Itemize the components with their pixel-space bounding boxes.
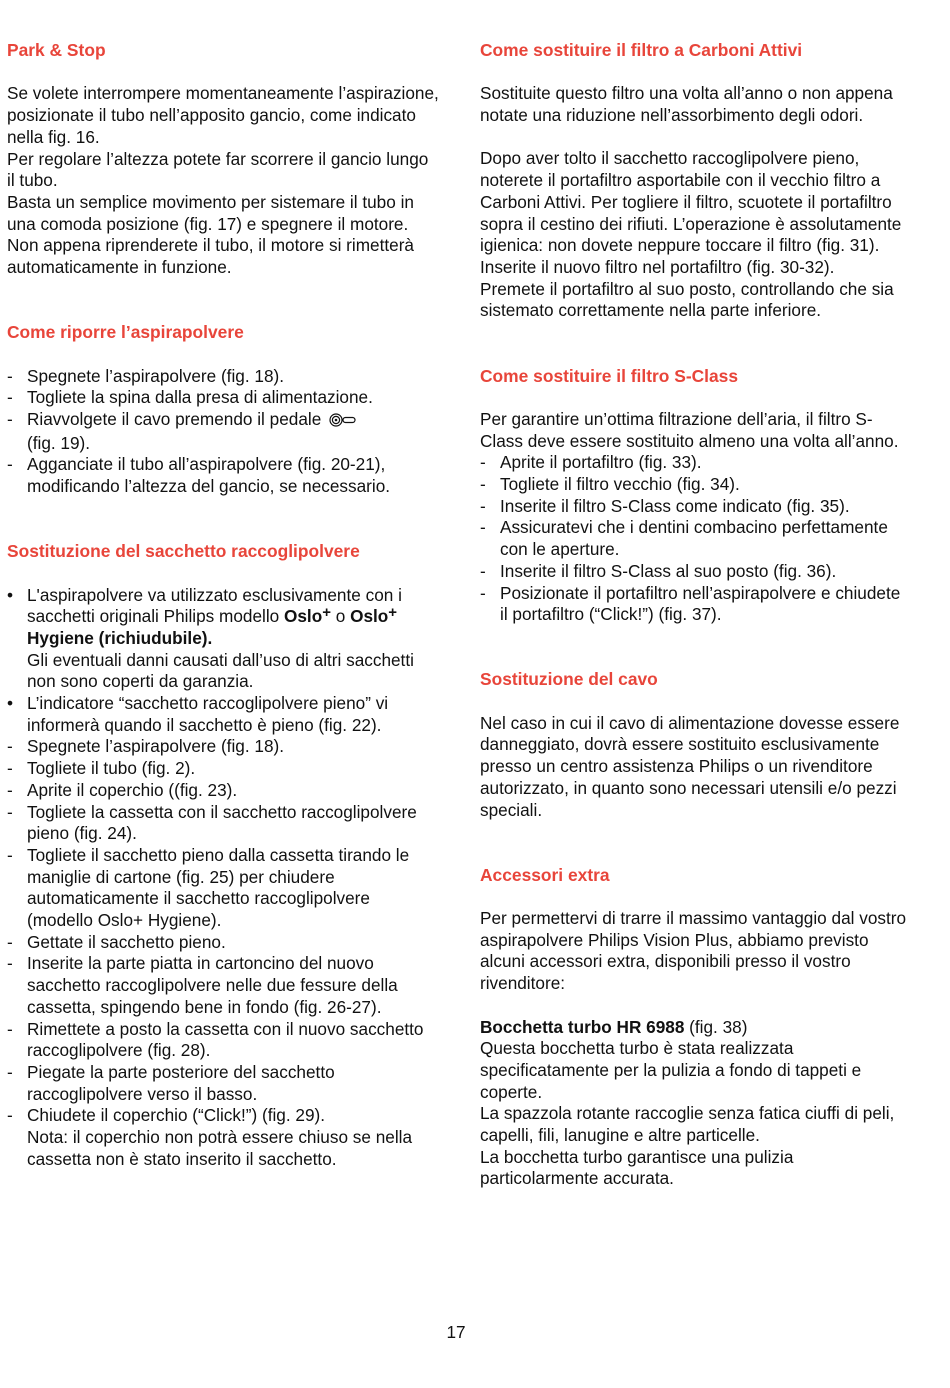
list-item: - Inserite il filtro S-Class come indicato (fig. 35). (480, 495, 850, 516)
heading-accessori: Accessori extra (480, 864, 610, 885)
carboni-paragraph-2: Dopo aver tolto il sacchetto raccoglipolvere pieno, noterete il portafiltro asportabile con il vecchio filtro a Carboni Attivi. Per togliere il filtro, scuotete il portafiltro sopra il cestino dei rifiuti. L’operazione è assolutamente igienica: non dovete neppure toccare il filtro (fig. 31). (480, 148, 902, 256)
sclass-intro: Per garantire un’ottima filtrazione dell’aria, il filtro S-Class deve essere sostituito almeno una volta all’anno. (480, 408, 899, 451)
list-item: - Inserite il filtro S-Class al suo posto (fig. 36). (480, 560, 837, 581)
heading-sacchetto: Sostituzione del sacchetto raccoglipolvere (7, 541, 360, 562)
turbo-heading (480, 1017, 910, 1039)
heading-riporre: Come riporre l’aspirapolvere (7, 322, 244, 343)
model-oslo-hygiene: Oslo+ Hygiene (richiudubile). (27, 604, 398, 648)
turbo-line-2: La spazzola rotante raccoglie senza fatica ciuffi di peli, capelli, fili, lanugine e altre particelle. (480, 1103, 895, 1146)
heading-sclass: Come sostituire il filtro S-Class (480, 365, 739, 386)
list-item: - Chiudete il coperchio (“Click!”) (fig. 29). Nota: il coperchio non potrà essere chiuso se nella cassetta non è stato inserito il sacchetto. (7, 1105, 413, 1169)
list-item: - Spegnete l’aspirapolvere (fig. 18). (7, 736, 285, 757)
park-stop-paragraph-3: Basta un semplice movimento per sistemare il tubo in una comoda posizione (fig. 17) e spegnere il motore. (7, 191, 414, 234)
turbo-line-3: La bocchetta turbo garantisce una pulizia particolarmente accurata. (480, 1146, 794, 1189)
heading-cavo: Sostituzione del cavo (480, 669, 658, 690)
cord-rewind-pedal-icon (329, 411, 357, 433)
turbo-fig: (fig. 38) (689, 1016, 748, 1037)
bullet-note: Gli eventuali danni causati dall’uso di altri sacchetti non sono coperti da garanzia. (27, 649, 414, 692)
accessori-intro: Per permettervi di trarre il massimo vantaggio dal vostro aspirapolvere Philips Vision Plus, abbiamo previsto alcuni accessori extra, disponibili presso il vostro rivenditore: (480, 908, 907, 994)
list-item: - Riavvolgete il cavo premendo il pedale (fig. 19). (7, 409, 439, 454)
turbo-name: Bocchetta turbo HR 6988 (480, 1016, 685, 1037)
right-column (480, 40, 910, 1190)
list-item: - Inserite la parte piatta in cartoncino del nuovo sacchetto raccoglipolvere nelle due fessure della cassetta, spingendo bene in fondo (fig. 26-27). (7, 953, 398, 1017)
carboni-paragraph-3: Inserite il nuovo filtro nel portafiltro (fig. 30-32). (480, 257, 835, 277)
carboni-paragraph-4: Premete il portafiltro al suo posto, controllando che sia sistemato correttamente nella parte inferiore. (480, 278, 894, 321)
list-item: - Togliete la cassetta con il sacchetto raccoglipolvere pieno (fig. 24). (7, 801, 417, 844)
list-item: - Piegate la parte posteriore del sacchetto raccoglipolvere verso il basso. (7, 1061, 335, 1104)
list-item: - Gettate il sacchetto pieno. (7, 931, 226, 952)
model-oslo: Oslo+ (284, 604, 331, 627)
list-item: - Rimettete a posto la cassetta con il nuovo sacchetto raccoglipolvere (fig. 28). (7, 1018, 424, 1061)
cavo-paragraph: Nel caso in cui il cavo di alimentazione dovesse essere danneggiato, dovrà essere sostituito esclusivamente presso un centro assistenza Philips o un rivenditore autorizzato, in quanto sono necessari utensili e/o pezzi speciali. (480, 712, 900, 820)
list-item: • L'aspirapolvere va utilizzato esclusivamente con i sacchetti originali Philips modello Oslo+ o Oslo+ Hygiene (richiudubile). Gli eventuali danni causati dall’uso di altri sacchetti non sono coperti da garanzia. (7, 584, 414, 692)
list-item: - Togliete il sacchetto pieno dalla cassetta tirando le maniglie di cartone (fig. 25) per chiudere automaticamente il sacchetto raccoglipolvere (modello Oslo+ Hygiene). (7, 844, 410, 931)
park-stop-paragraph-2: Per regolare l’altezza potete far scorrere il gancio lungo il tubo. (7, 148, 429, 191)
page-number: 17 (446, 1322, 466, 1342)
turbo-line-1: Questa bocchetta turbo è stata realizzata specificatamente per la pulizia a fondo di tappeti e coperte. (480, 1038, 862, 1102)
list-item: - Togliete il tubo (fig. 2). (7, 758, 196, 779)
sacchetto-list (7, 585, 439, 1171)
list-item: - Togliete il filtro vecchio (fig. 34). (480, 474, 740, 494)
heading-carboni: Come sostituire il filtro a Carboni Attivi (480, 40, 803, 60)
list-item: - Assicuratevi che i dentini combacino perfettamente con le aperture. (480, 517, 888, 560)
riporre-list (7, 366, 439, 498)
sclass-list (480, 452, 910, 626)
list-item: • L’indicatore “sacchetto raccoglipolvere pieno” vi informerà quando il sacchetto è pieno (fig. 22). (7, 693, 389, 735)
list-item: - Aprite il portafiltro (fig. 33). (480, 452, 702, 473)
list-item: - Aprite il coperchio ((fig. 23). (7, 779, 238, 800)
heading-park-stop: Park & Stop (7, 40, 106, 60)
park-stop-paragraph-1: Se volete interrompere momentaneamente l’aspirazione, posizionate il tubo nell’apposito gancio, come indicato nella fig. 16. (7, 83, 439, 147)
park-stop-paragraph-4: Non appena riprenderete il tubo, il motore si rimetterà automaticamente in funzione. (7, 235, 414, 278)
list-item: - Spegnete l’aspirapolvere (fig. 18). (7, 365, 285, 386)
list-item: - Agganciate il tubo all’aspirapolvere (fig. 20-21), modificando l’altezza del gancio, se necessario. (7, 454, 391, 497)
left-column (7, 40, 439, 1170)
carboni-paragraph-1: Sostituite questo filtro una volta all’anno o non appena notate una riduzione nell’assorbimento degli odori. (480, 83, 893, 126)
note-text: Nota: il coperchio non potrà essere chiuso se nella cassetta non è stato inserito il sacchetto. (27, 1127, 413, 1169)
list-item: - Posizionate il portafiltro nell’aspirapolvere e chiudete il portafiltro (“Click!”) (fig. 37). (480, 582, 901, 625)
list-item: - Togliete la spina dalla presa di alimentazione. (7, 387, 373, 408)
